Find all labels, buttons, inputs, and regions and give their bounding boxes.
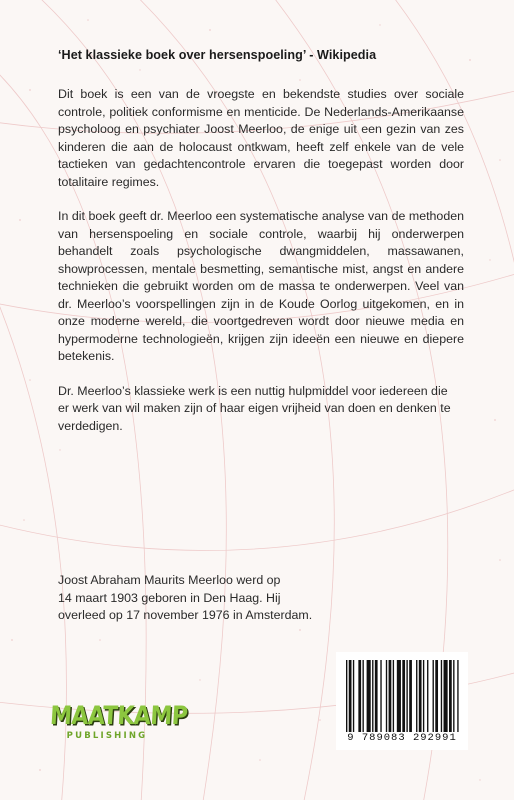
barcode-bar <box>353 660 354 732</box>
publisher-logo <box>49 702 189 741</box>
barcode-bar <box>453 660 454 732</box>
barcode-bar <box>444 660 448 732</box>
barcode-bar <box>449 660 452 732</box>
barcode-bar <box>367 660 371 732</box>
barcode-bar <box>386 660 387 732</box>
bio-line: 14 maart 1903 geboren in Den Haag. Hij <box>58 590 281 605</box>
publisher-tagline: PUBLISHING <box>66 731 148 741</box>
barcode-digits: 9 789083 292991 <box>347 732 457 744</box>
barcode-bar <box>346 660 347 732</box>
bio-line: overleed op 17 november 1976 in Amsterdam. <box>58 608 313 622</box>
barcode-bar <box>423 660 424 732</box>
barcode-bar <box>372 660 373 732</box>
barcode-bar <box>406 660 407 732</box>
paragraph-conclusion: Dr. Meerloo’s klassieke werk is een nuttig hulpmiddel voor iedereen die er werk van wil maken zijn of haar eigen vrijheid van doen en denken te verdedigen. <box>58 383 451 433</box>
isbn-barcode <box>336 652 468 750</box>
author-portrait <box>364 468 466 598</box>
barcode-bar <box>349 660 352 732</box>
barcode-bar <box>397 660 401 732</box>
barcode-bar <box>416 660 417 732</box>
wikipedia-quote: ‘Het klassieke boek over hersenspoeling’ - Wikipedia <box>58 48 377 62</box>
bio-line: Joost Abraham Maurits Meerloo werd op <box>58 573 281 587</box>
paragraph-intro: Dit boek is een van de vroegste en bekendste studies over sociale controle, politiek conformisme en menticide. De Nederlands-Amerikaanse psycholoog en psychiater Joost Meerloo, de enige uit een gezin van zes kinderen die aan de holocaust ontkwam, heeft zelf enkele van de vele tactieken van gedachtencontrole ervaren die toegepast worden door totalitaire regimes. <box>58 87 464 189</box>
barcode-bar <box>435 660 438 732</box>
barcode-bar <box>380 660 381 732</box>
barcode-bar <box>441 660 442 732</box>
barcode-bar <box>375 660 378 732</box>
barcode-bar <box>362 660 363 732</box>
barcode-bar <box>409 660 412 732</box>
barcode-bar <box>427 660 428 732</box>
publisher-name: MAATKAMP <box>49 702 189 731</box>
barcode-bar <box>358 660 361 732</box>
barcode-bar <box>389 660 392 732</box>
barcode-bar <box>457 660 458 732</box>
barcode-bar <box>419 660 422 732</box>
back-cover-text <box>58 48 464 452</box>
paragraph-analysis: In dit boek geeft dr. Meerloo een systematische analyse van de methoden van hersenspoeling en sociale controle, waarbij hij onderwerpen behandelt zoals psychologische dwangmiddelen, massawanen, showprocessen, mentale besmetting, semantische mist, angst en andere technieken die gebruikt worden om de massa te onderwerpen. Veel van dr. Meerloo’s voorspellingen zijn in de Koude Oorlog uitgekomen, en in onze moderne wereld, die voortgedreven wordt door nieuwe media en hypermoderne technologieën, krijgen zijn ideeën een nieuwe en diepere betekenis. <box>58 209 464 363</box>
barcode-bar <box>393 660 394 732</box>
author-bio <box>58 572 358 625</box>
barcode-bar <box>433 660 434 732</box>
barcode-bar <box>402 660 405 732</box>
barcode-bars <box>346 660 460 732</box>
